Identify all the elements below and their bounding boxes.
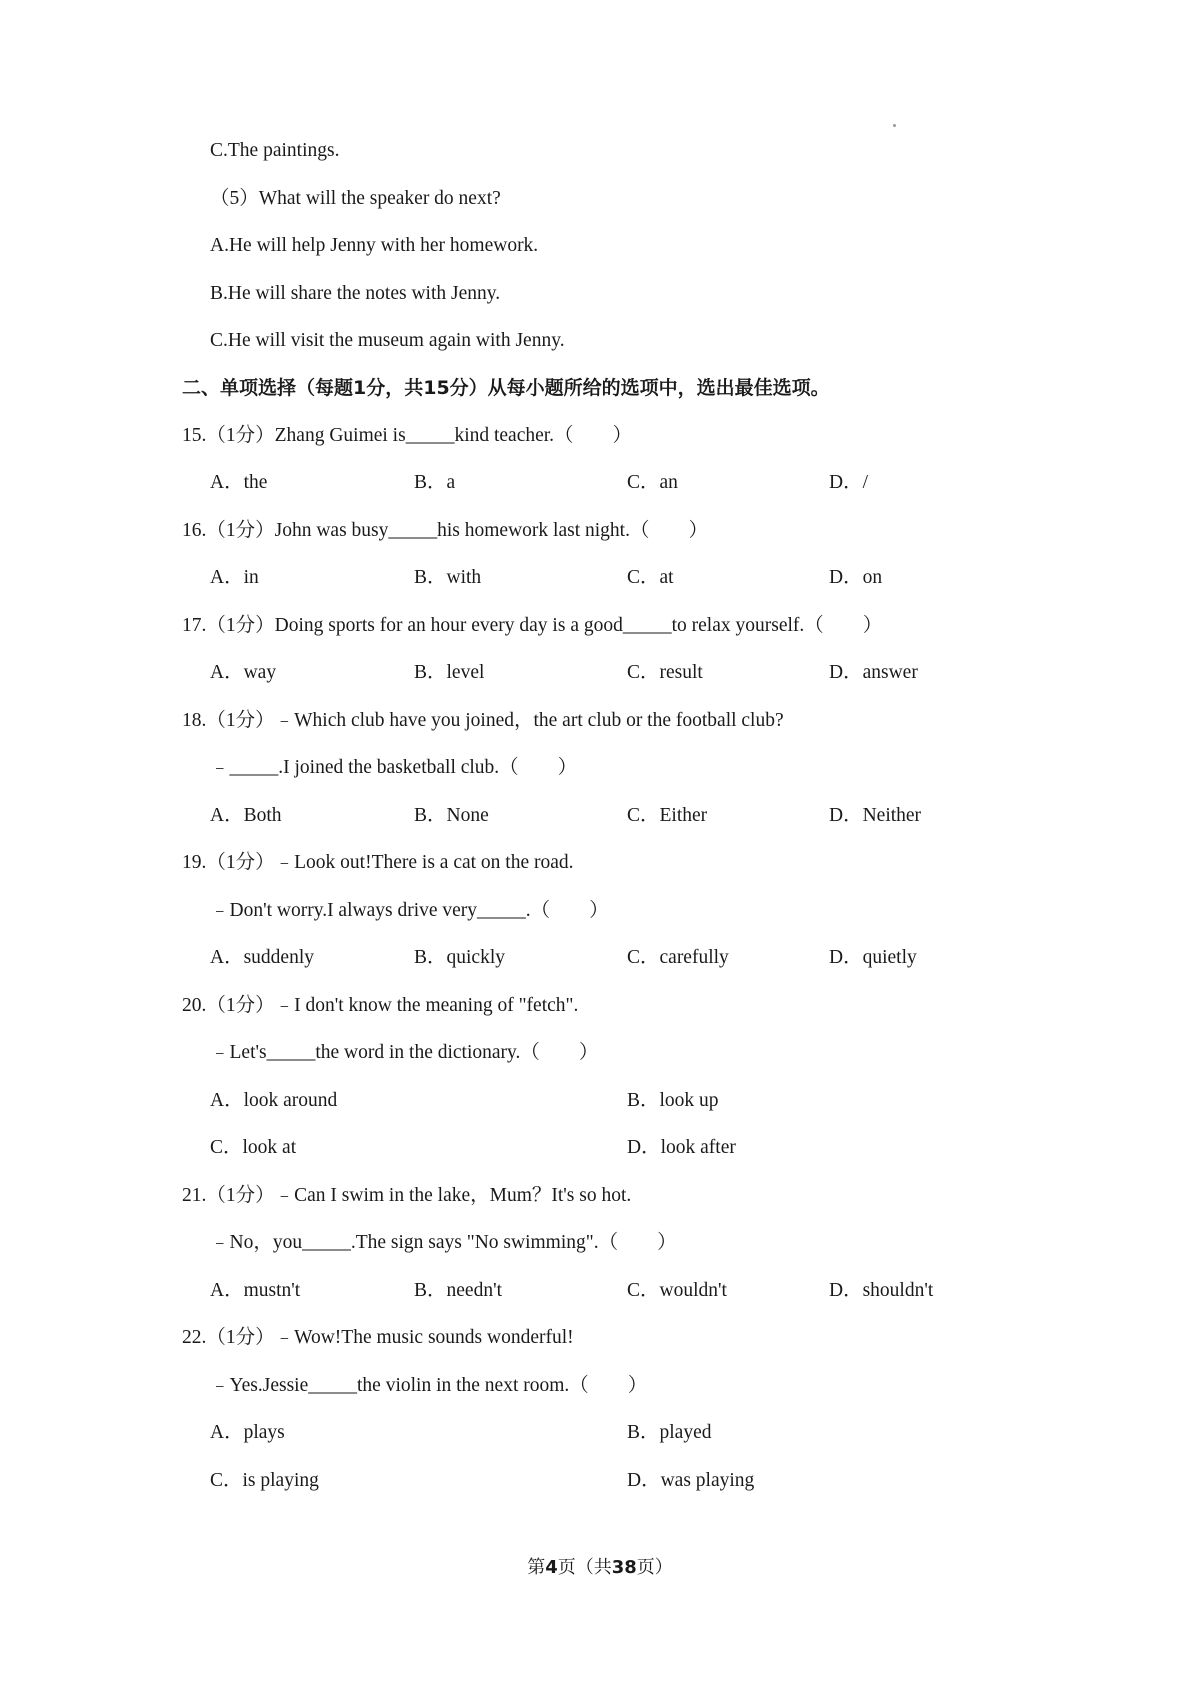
text-line [0,1463,1200,1499]
text-line [0,703,1200,739]
line-text: 18.（1分）﹣Which club have you joined，the art club or the football club? [182,710,784,731]
option-text: A．in [210,567,259,588]
option-text: A．suddenly [210,947,314,968]
text-line [0,608,1200,644]
line-text: C.He will visit the museum again with Jenny. [210,330,565,351]
text-line [0,845,1200,881]
line-text: 20.（1分）﹣I don't know the meaning of "fetch". [182,995,579,1016]
option-text: D．quietly [829,947,917,968]
text-line [0,418,1200,454]
option-text: A．mustn't [210,1280,301,1301]
text-line [0,228,1200,264]
option-text: C．result [627,662,703,683]
option-text: A．Both [210,805,282,826]
line-text: ﹣Yes.Jessie_____the violin in the next room.（ ） [210,1375,648,1396]
text-line [0,1035,1200,1071]
text-line [0,988,1200,1024]
line-text: 19.（1分）﹣Look out!There is a cat on the road. [182,852,574,873]
option-text: C．carefully [627,947,729,968]
line-text: A.He will help Jenny with her homework. [210,235,539,256]
footer-total-pages: 38 [611,1557,637,1578]
option-text: B．with [414,567,482,588]
option-text: C．an [627,472,678,493]
line-text: ﹣Let's_____the word in the dictionary.（ ） [210,1042,599,1063]
text-line [0,1130,1200,1166]
line-text: 二、单项选择（每题1分，共15分）从每小题所给的选项中，选出最佳选项。 [182,377,830,399]
text-line [0,1273,1200,1309]
footer-suffix: 页） [636,1557,673,1578]
option-text: B．a [414,472,456,493]
option-text: C．Either [627,805,708,826]
option-text: D．Neither [829,805,922,826]
option-text: B．played [627,1422,712,1443]
line-text: B.He will share the notes with Jenny. [210,283,501,304]
option-text: A．way [210,662,277,683]
line-text: ﹣No，you_____.The sign says "No swimming".（ ） [210,1232,677,1253]
text-line [0,1320,1200,1356]
text-line [0,893,1200,929]
footer-prefix: 第 [527,1557,546,1578]
option-text: B．quickly [414,947,505,968]
line-text: 22.（1分）﹣Wow!The music sounds wonderful! [182,1327,574,1348]
text-line [0,940,1200,976]
page-footer [0,1553,1200,1579]
option-text: D．on [829,567,883,588]
text-line [0,323,1200,359]
text-line [0,1225,1200,1261]
option-text: D．look after [627,1137,736,1158]
option-text: B．level [414,662,485,683]
option-text: D．shouldn't [829,1280,934,1301]
section-heading [0,370,1200,406]
text-line [0,133,1200,169]
option-text: C．at [627,567,674,588]
text-line [0,560,1200,596]
option-text: D．/ [829,472,869,493]
option-text: D．was playing [627,1470,755,1491]
text-line [0,750,1200,786]
line-text: 17.（1分）Doing sports for an hour every day is a good_____to relax yourself.（ ） [182,615,883,636]
text-line [0,181,1200,217]
text-line [0,655,1200,691]
text-line [0,1368,1200,1404]
footer-middle: 页（共 [557,1557,612,1578]
option-text: B．look up [627,1090,719,1111]
text-line [0,1178,1200,1214]
footer-page-number: 4 [545,1557,558,1578]
text-line [0,798,1200,834]
option-text: B．None [414,805,489,826]
line-text: ﹣Don't worry.I always drive very_____.（ ） [210,900,609,921]
text-line [0,1083,1200,1119]
text-line [0,276,1200,312]
line-text: 15.（1分）Zhang Guimei is_____kind teacher.（ ） [182,425,633,446]
line-text: ﹣_____.I joined the basketball club.（ ） [210,757,578,778]
line-text: （5）What will the speaker do next? [210,188,501,209]
option-text: B．needn't [414,1280,502,1301]
option-text: A．plays [210,1422,285,1443]
line-text: 21.（1分）﹣Can I swim in the lake，Mum？It's so hot. [182,1185,632,1206]
option-text: C．is playing [210,1470,319,1491]
line-text: C.The paintings. [210,140,340,161]
text-line [0,1415,1200,1451]
line-text: 16.（1分）John was busy_____his homework last night.（ ） [182,520,708,541]
option-text: A．the [210,472,268,493]
option-text: C．wouldn't [627,1280,727,1301]
text-line [0,465,1200,501]
option-text: D．answer [829,662,918,683]
option-text: A．look around [210,1090,338,1111]
text-line [0,513,1200,549]
speck-mark [893,124,896,127]
option-text: C．look at [210,1137,297,1158]
